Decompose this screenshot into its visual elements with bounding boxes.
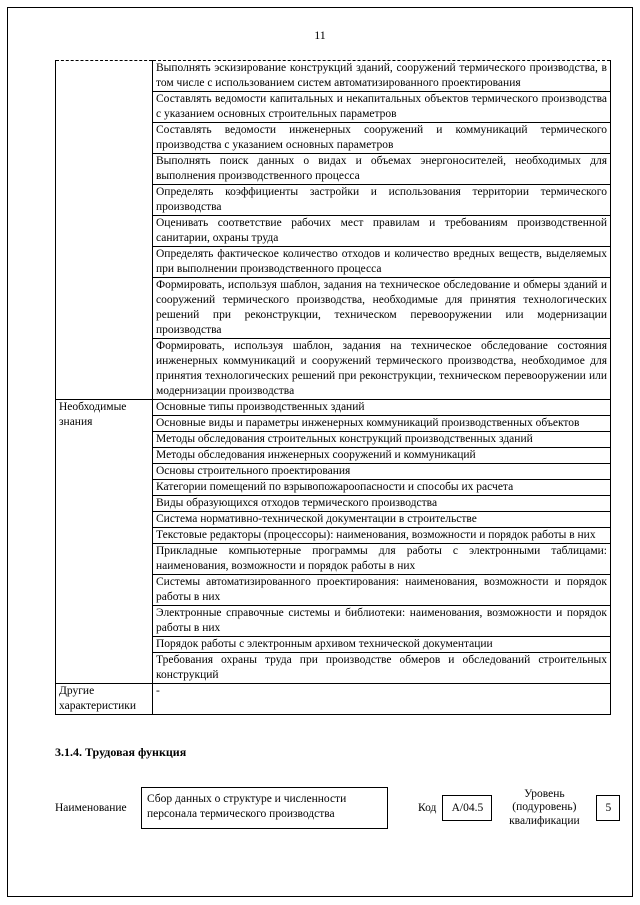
function-code-label: Код (418, 801, 437, 814)
skill-item: Выполнять поиск данных о видах и объемах энергоносителей, необходимых для выполнения производственного процесса (153, 154, 611, 185)
other-characteristics-label-cell: Другие характеристики (56, 684, 153, 715)
table-row (56, 61, 611, 92)
skill-item: Составлять ведомости капитальных и некапитальных объектов термического производства с указанием основных строительных параметров (153, 92, 611, 123)
knowledge-item: Система нормативно-технической документации в строительстве (153, 512, 611, 528)
skill-item: Выполнять эскизирование конструкций зданий, сооружений термического производства, в том числе с использованием систем автоматизированного проектирования (153, 61, 611, 92)
knowledge-item: Прикладные компьютерные программы для работы с электронными таблицами: наименования, возможности и порядок работы в них (153, 544, 611, 575)
skill-item: Составлять ведомости инженерных сооружений и коммуникаций термического производства с указанием основных параметров (153, 123, 611, 154)
qualification-level-box: 5 (596, 795, 620, 821)
skills-label-cell-empty (56, 61, 153, 400)
table-row (56, 684, 611, 715)
knowledge-label-cell: Необходимые знания (56, 400, 153, 684)
knowledge-item: Основные виды и параметры инженерных коммуникаций производственных объектов (153, 416, 611, 432)
page-number: 11 (314, 28, 326, 42)
function-name-label: Наименование (55, 801, 127, 814)
knowledge-item: Системы автоматизированного проектирования: наименования, возможности и порядок работы в них (153, 575, 611, 606)
knowledge-item: Электронные справочные системы и библиотеки: наименования, возможности и порядок работы в них (153, 606, 611, 637)
skill-item: Оценивать соответствие рабочих мест правилам и требованиям производственной санитарии, охраны труда (153, 216, 611, 247)
knowledge-item: Текстовые редакторы (процессоры): наименования, возможности и порядок работы в них (153, 528, 611, 544)
section-heading: 3.1.4. Трудовая функция (55, 745, 187, 759)
skill-item: Определять фактическое количество отходов и количество вредных веществ, выделяемых при выполнении производственного процесса (153, 247, 611, 278)
skill-item: Формировать, используя шаблон, задания на техническое обследование и обмеры зданий и сооружений термического производства, необходимые для принятия технологических решений при реконструкции, техническом перевооружении или модернизации производства (153, 278, 611, 339)
function-code-box: А/04.5 (442, 795, 492, 821)
knowledge-item: Основные типы производственных зданий (153, 400, 611, 416)
knowledge-item: Виды образующихся отходов термического производства (153, 496, 611, 512)
knowledge-item: Методы обследования инженерных сооружений и коммуникаций (153, 448, 611, 464)
other-characteristics-value: - (153, 684, 611, 715)
skills-knowledge-table (55, 60, 611, 715)
knowledge-item: Основы строительного проектирования (153, 464, 611, 480)
function-name-box: Сбор данных о структуре и численности персонала термического производства (141, 787, 388, 829)
page-border (7, 7, 633, 897)
skill-item: Определять коэффициенты застройки и использования территории термического производства (153, 185, 611, 216)
knowledge-item: Методы обследования строительных конструкций производственных зданий (153, 432, 611, 448)
knowledge-item: Порядок работы с электронным архивом технической документации (153, 637, 611, 653)
table-row (56, 400, 611, 416)
qualification-level-label: Уровень (подуровень) квалификации (509, 787, 580, 827)
knowledge-item: Требования охраны труда при производстве обмеров и обследований строительных конструкций (153, 653, 611, 684)
labor-function-header (55, 787, 632, 829)
knowledge-item: Категории помещений по взрывопожароопасности и способы их расчета (153, 480, 611, 496)
skill-item: Формировать, используя шаблон, задания на техническое обследование состояния инженерных коммуникаций и сооружений термического производства, необходимое для принятия технологических решений при реконструкции, техническом перевооружении или модернизации производства (153, 339, 611, 400)
